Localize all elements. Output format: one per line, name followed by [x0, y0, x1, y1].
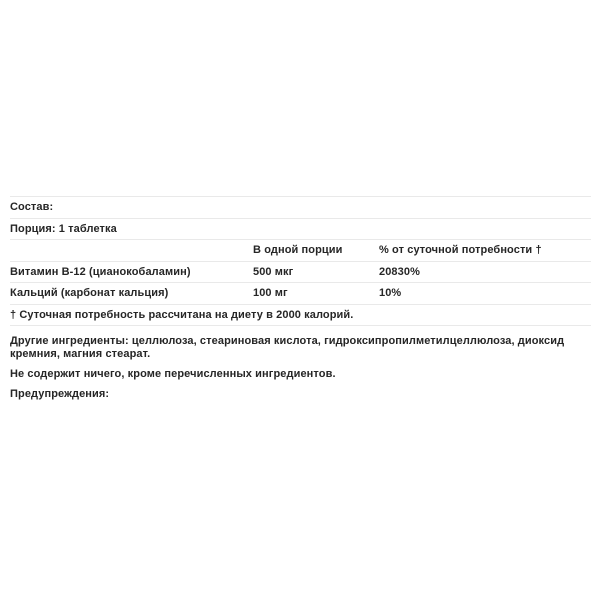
column-header-amount: В одной порции — [253, 244, 343, 257]
nutrient-row-vitamin-b12 — [10, 261, 591, 283]
nutrient-daily-value: 20830% — [379, 265, 420, 278]
column-header-daily-value: % от суточной потребности † — [379, 244, 542, 257]
nutrient-name: Кальций (карбонат кальция) — [10, 287, 169, 300]
warnings-title: Предупреждения: — [10, 388, 110, 400]
nutrient-name: Витамин B-12 (цианокобаламин) — [10, 265, 191, 278]
composition-title: Состав: — [10, 201, 54, 214]
nutrient-amount: 500 мкг — [253, 265, 294, 278]
table-header-row — [10, 239, 591, 261]
table-footnote-row — [10, 304, 591, 326]
supplement-facts-table — [10, 196, 591, 326]
nutrient-row-calcium — [10, 282, 591, 304]
no-additives-text: Не содержит ничего, кроме перечисленных ингредиентов. — [10, 368, 336, 380]
nutrient-daily-value: 10% — [379, 287, 402, 300]
supplement-facts-panel — [10, 196, 591, 326]
composition-row — [10, 196, 591, 218]
ingredients-notes-section — [10, 335, 591, 401]
nutrient-amount: 100 мг — [253, 287, 288, 300]
serving-row — [10, 218, 591, 240]
table-footnote: † Суточная потребность рассчитана на диету в 2000 калорий. — [10, 308, 354, 321]
other-ingredients-text: Другие ингредиенты: целлюлоза, стеариновая кислота, гидроксипропилметилцеллюлоза, диоксид кремния, магния стеарат. — [10, 335, 565, 360]
serving-info: Порция: 1 таблетка — [10, 222, 117, 235]
